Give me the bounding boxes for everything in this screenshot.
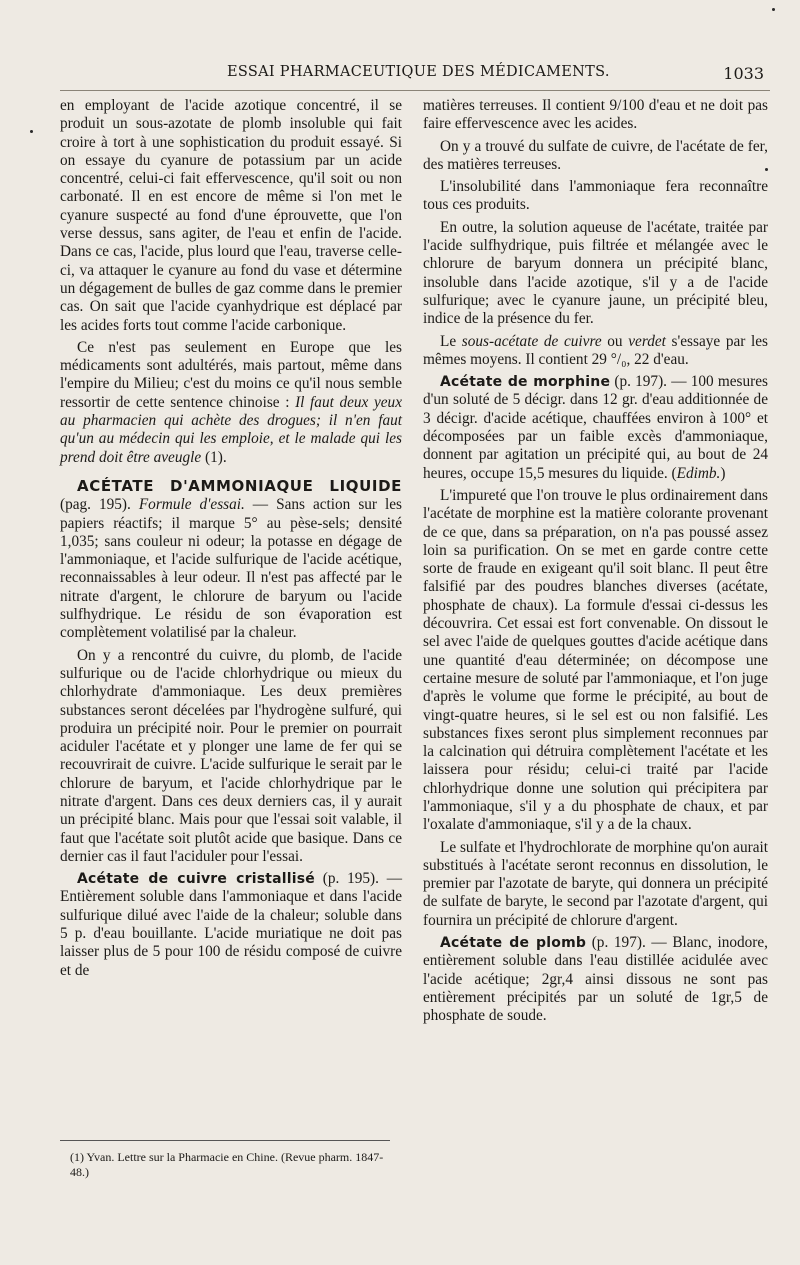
section-text: (p. 197). — 100 mesures d'un soluté de 5 décigr. dans 12 gr. d'eau additionnée de 3 décigr. d'acide acétique, chauffées environ à 100° et décomposées par un faible excès d'ammoniaque, donnent par agitation un précipité qui, au bout de 24 heures, occupe 15,5 mesures du liquide. (: [423, 373, 768, 482]
section-acetate-plomb: [423, 934, 768, 1025]
section-heading: Acétate de morphine: [440, 374, 611, 391]
paragraph: en employant de l'acide azotique concentré, il se produit un sous-azotate de plomb insoluble qui fait croire à tort à une sophistication du produit essayé. Si on essaye du cyanure de potassium par un acide concentré, celui-ci fait effervescence, qu'il soit ou non carbonaté. Il en est encore de même si l'on met le cyanure suspecté au fond d'une éprouvette, que l'on verse dessus, sans agiter, de l'eau et enfin de l'acide. Dans ce cas, l'acide, plus lourd que l'eau, traverse celle-ci, va attaquer le cyanure au fond du vase et détermine un dégagement de bulles de gaz comme dans le premier cas. On sait que l'acide cyanhydrique est déplacé par les acides forts tout comme l'acide carbonique.: [60, 97, 402, 334]
right-column: [423, 97, 768, 1030]
footnote-ref: (1).: [201, 448, 227, 466]
formule-label: Formule d'essai.: [138, 496, 245, 514]
paragraph-text: Ce n'est pas seulement en Europe que les médicaments sont adultérés, mais partout, même dans l'empire du Milieu; c'est du moins ce qu'il nous semble ressortir de cette sentence chinoise :: [60, 338, 402, 411]
paragraph: L'impureté que l'on trouve le plus ordinairement dans l'acétate de morphine est la matière colorante provenant de ce que, dans sa préparation, on n'a pas poussé assez loin sa purification. On se met en garde contre cette sorte de fraude en exigeant qu'il soit blanc. Il peut être falsifié par des poudres blanches diverses (acétate, phosphate de chaux). La formule d'essai ci-dessus les découvrira. Cet essai est fort convenable. On dissout le sel avec l'aide de quelques gouttes d'acide acétique dans une quantité d'eau déterminée; on décompose une certaine mesure de soluté par l'ammoniaque, et l'on juge d'après le volume que forme le précipité, au bout de vingt-quatre heures, si le sel est ou non falsifié. Les substances fixes seront plus simplement reconnues par la calcination qui détruira complètement l'acétate et les laissera pour résidu; celui-ci traité par l'acide chlorhydrique donne une solution qui précipitera par l'ammoniaque, s'il y a du phosphate de chaux, et par l'oxalate d'ammoniaque, s'il y a de la chaux.: [423, 486, 768, 834]
text-run: s'essaye par les mêmes moyens. Il contient 29 °/₀, 22 d'eau.: [423, 332, 768, 368]
paragraph: matières terreuses. Il contient 9/100 d'eau et ne doit pas faire effervescence avec les acides.: [423, 97, 768, 133]
section-acetate-cuivre: [60, 870, 402, 980]
section-acetate-morphine: [423, 373, 768, 483]
running-title: ESSAI PHARMACEUTIQUE DES MÉDICAMENTS.: [227, 64, 610, 80]
footnote: (1) Yvan. Lettre sur la Pharmacie en Chine. (Revue pharm. 1847-48.): [70, 1150, 384, 1179]
section-acetate-ammoniaque: [60, 477, 402, 643]
section-heading: ACÉTATE D'AMMONIAQUE LIQUIDE: [77, 476, 402, 495]
section-text: (p. 197). — Blanc, inodore, entièrement soluble dans l'eau distillée acidulée avec l'acide acétique; 2gr,4 ainsi dissous ne sont pas entièrement précipités par un soluté de 1gr,5 de phosphate de soude.: [423, 934, 769, 1025]
chinese-quote: Il faut deux yeux au pharmacien qui achète des drogues; il n'en faut qu'un au médecin qui les emploie, et le malade qui les prend doit être aveugle: [60, 393, 402, 466]
term-sous-acetate: sous-acétate de cuivre: [461, 332, 602, 350]
page-number: 1033: [723, 64, 764, 83]
text-run: ou: [601, 332, 629, 350]
print-speck: [30, 130, 33, 133]
paragraph-verdet: [423, 333, 768, 370]
paragraph: On y a trouvé du sulfate de cuivre, de l'acétate de fer, des matières terreuses.: [423, 137, 768, 173]
section-text: — Sans action sur les papiers réactifs; il marque 5° au pèse-sels; densité 1,035; sans couleur ni odeur; la potasse en dégage de l'ammoniaque, et l'acide sulfurique de l'acide acétique, reconnaissables à leur odeur. Il n'est pas affecté par le nitrate d'argent, le chlorure de baryum ou l'acide sulfhydrique. Le résidu de son évaporation est complètement volatilisé par la chaleur.: [60, 496, 402, 642]
source-ref: Edimb.: [676, 464, 721, 482]
paragraph: En outre, la solution aqueuse de l'acétate, traitée par l'acide sulfhydrique, puis filtrée et mélangée avec le chlorure de baryum donnera un précipité blanc, insoluble dans l'acide azotique, s'il y a de l'acide sulfurique; avec le cyanure jaune, un précipité bleu, indice de la présence du fer.: [423, 218, 768, 328]
paragraph: Le sulfate et l'hydrochlorate de morphine qu'on aurait substitués à l'acétate seront reconnus en dissolution, le premier par l'azotate de baryte, qui donnera un précipité de sulfate de baryte, le second par l'azotate d'argent, qui fournira un précipité de chlorure d'argent.: [423, 838, 768, 929]
print-speck: [772, 8, 775, 11]
paragraph-chinese-sentence: [60, 339, 402, 467]
page-ref: (pag. 195).: [60, 496, 139, 514]
left-column: [60, 97, 402, 984]
section-text: (p. 195). — Entièrement soluble dans l'ammoniaque et dans l'acide sulfurique dilué avec l'aide de la chaleur; soluble dans 5 p. d'eau bouillante. L'acide muriatique ne doit pas laisser plus de 5 pour 100 de résidu composé de cuivre et de: [60, 870, 403, 979]
page-header: [60, 58, 770, 91]
paragraph: L'insolubilité dans l'ammoniaque fera reconnaître tous ces produits.: [423, 178, 768, 214]
term-verdet: verdet: [628, 332, 666, 350]
text-run: ): [720, 464, 726, 482]
paragraph: On y a rencontré du cuivre, du plomb, de l'acide sulfurique ou de l'acide chlorhydrique ou mieux du chlorhydrate d'ammoniaque. Les deux premières substances seront décelées par l'hydrogène sulfuré, qui produira un précipité noir. Pour le premier on pourrait aciduler l'acétate et y plonger une lame de fer qui se recouvrirait de cuivre. L'acide sulfurique le serait par le chlorure de baryum, et l'acide chlorhydrique par le nitrate d'argent. Dans ces deux derniers cas, il y aurait un précipité blanc. Mais pour que l'essai soit valable, il faut que l'acétate soit plutôt acide que basique. Dans ce dernier cas il faut l'aciduler pour l'essai.: [60, 646, 402, 865]
footnote-divider: [60, 1140, 390, 1141]
print-speck: [765, 168, 768, 171]
text-run: Le: [440, 332, 462, 350]
section-heading: Acétate de plomb: [440, 935, 587, 952]
section-heading: Acétate de cuivre cristallisé: [77, 871, 315, 888]
